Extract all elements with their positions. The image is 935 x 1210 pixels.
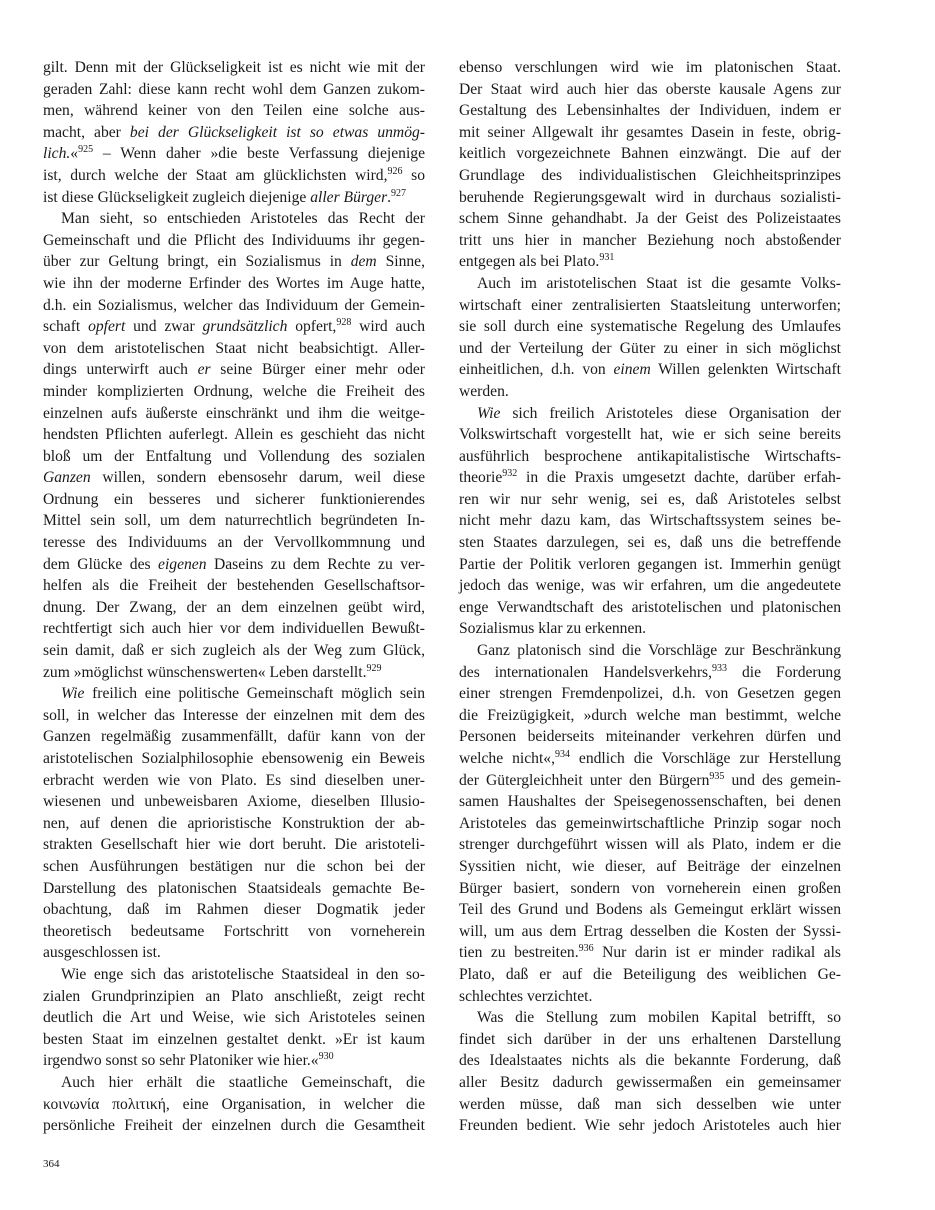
text-segment: « [70, 145, 79, 163]
text-segment: wie ihn der moderne Erfinder des Wortes im Auge hatte, [43, 274, 425, 292]
footnote-marker: 925 [78, 144, 94, 156]
text-segment: Sozialismus klar zu erkennen. [459, 620, 647, 638]
text-segment: Syssitien nicht, wie dieser, auf Beiträge der einzelnen [459, 857, 841, 875]
text-segment: geraden Zahl: diese kann recht wohl dem Ganzen zukom- [43, 80, 425, 98]
text-segment: enge Verwandtschaft des aristotelischen und platonischen [459, 598, 841, 616]
text-segment: helfen als die Freiheit der bestehenden Gesellschaftsor- [43, 577, 425, 595]
text-segment: einzelnen aufs äußerste einschränkt und ihm die weitge- [43, 404, 425, 422]
text-segment: persönliche Freiheit der einzelnen durch die Gesamtheit [43, 1117, 425, 1135]
text-segment: die Freizügigkeit, »durch welche man bestimmt, welche [459, 706, 841, 724]
text-line [43, 359, 425, 381]
text-segment: endlich die Vorschläge zur Herstellung [569, 750, 841, 767]
text-segment: welche nicht«, [459, 750, 555, 767]
text-line [459, 295, 841, 317]
text-segment: wiesenen und unbeweisbaren Axiome, dieselben Illusio- [43, 793, 425, 811]
text-segment: Partie der Politik verloren gegangen ist. Immerhin genügt [459, 555, 841, 573]
text-line [43, 1072, 425, 1094]
text-segment: sein damit, daß er sich zugleich als der Weg zum Glück, [43, 642, 425, 660]
text-segment: tien zu bestreiten. [459, 944, 579, 962]
text-line [459, 921, 841, 943]
text-segment: beruhende Regierungsgewalt wird in durchaus sozialisti- [459, 188, 841, 206]
text-line [459, 770, 841, 792]
text-segment: dings unterwirft auch [43, 361, 198, 379]
text-line [459, 489, 841, 511]
text-segment: seine Bürger einer mehr oder [210, 361, 425, 379]
text-segment: Wie [477, 404, 501, 422]
footnote-marker: 929 [366, 662, 382, 674]
text-segment: Plato, daß er auf die Beteiligung des weiblichen Ge- [459, 965, 841, 983]
text-line [459, 359, 841, 381]
text-line [43, 640, 425, 662]
text-segment: von dem aristotelischen Staat nicht beabsichtigt. Aller- [43, 339, 425, 357]
text-line [459, 662, 841, 684]
text-segment: bei der Glückseligkeit ist so etwas unmög- [129, 123, 425, 141]
text-segment: jedoch das wenige, was wir erfahren, um die angedeutete [459, 577, 841, 595]
text-segment: wirtschaft einer zentralisierten Staatsleitung unterworfen; [459, 296, 841, 314]
text-segment: über zur Geltung bringt, ein Sozialismus in [43, 253, 351, 271]
text-segment: ist diese Glückseligkeit zugleich diejenige [43, 188, 311, 206]
text-line [459, 726, 841, 748]
text-segment: einem [613, 361, 651, 379]
text-segment: dem [350, 253, 377, 271]
text-segment: des Idealstaates nichts als die bekannte Forderung, daß [459, 1052, 841, 1070]
text-line [43, 273, 425, 295]
text-line [43, 834, 425, 856]
text-segment: men, während keiner von den Teilen eine solche aus- [43, 102, 425, 120]
text-segment: aristotelischen Sozialphilosophie ebensowenig ein Beweis [43, 750, 425, 767]
text-line [43, 467, 425, 489]
text-segment: wird auch [351, 318, 425, 336]
text-segment: Aristoteles das gemeinwirtschaftliche Prinzip sogar noch [459, 814, 841, 832]
text-segment: Bürger basiert, sondern von vorneherein einen großen [459, 879, 841, 897]
text-segment: Wie enge sich das aristotelische Staatsideal in den so- [61, 965, 425, 983]
text-line [43, 856, 425, 878]
text-line [459, 748, 841, 770]
text-line [43, 510, 425, 532]
text-line [459, 834, 841, 856]
footnote-marker: 935 [709, 770, 725, 782]
text-segment: Sinne, [376, 253, 425, 271]
text-segment: macht, aber [43, 123, 130, 141]
text-line [459, 618, 841, 640]
text-line [43, 79, 425, 101]
text-line [43, 1050, 425, 1072]
text-line [43, 986, 425, 1008]
text-segment: aller Bürger [310, 188, 388, 206]
text-segment: zum »möglichst wünschenswerten« Leben darstellt. [43, 663, 367, 681]
text-segment: Gestaltung des Lebensinhaltes der Individuen, indem er [459, 102, 841, 120]
text-line [459, 575, 841, 597]
text-segment: sich freilich Aristoteles diese Organisation der [500, 404, 841, 422]
text-line [459, 813, 841, 835]
text-line [459, 1094, 841, 1116]
text-segment: in die Praxis umgesetzt dachte, darüber erfah- [517, 469, 841, 487]
text-line [43, 1029, 425, 1051]
text-line [459, 640, 841, 662]
text-line [459, 986, 841, 1008]
text-segment: theoretisch bedeutsame Fortschritt von vorneherein [43, 922, 425, 940]
text-line [43, 942, 425, 964]
text-segment: findet sich darüber in der uns erhaltenen Darstellung [459, 1030, 841, 1048]
text-segment: Ganzen [43, 469, 91, 487]
text-line [459, 403, 841, 425]
text-segment: werden. [459, 382, 509, 400]
footnote-marker: 930 [318, 1051, 334, 1063]
text-line [43, 554, 425, 576]
footnote-marker: 936 [578, 943, 594, 955]
text-line [43, 143, 425, 165]
text-segment: so [402, 166, 425, 184]
footnote-marker: 931 [599, 252, 615, 264]
text-segment: grundsätzlich [202, 318, 288, 336]
text-segment: nicht mehr dazu kam, das Wirtschaftssystem seines be- [459, 512, 841, 530]
text-segment: Ordnung ein besseres und sicherer funktionierendes [43, 490, 425, 508]
text-segment: Volkswirtschaft vorgestellt hat, wie er sich seine bereits [459, 426, 841, 444]
text-line [43, 791, 425, 813]
text-line [43, 575, 425, 597]
text-line [43, 1007, 425, 1029]
text-segment: ist, durch welche der Staat am glücklichsten wird, [43, 166, 388, 184]
text-line [459, 899, 841, 921]
text-line [43, 446, 425, 468]
text-segment: aller Besitz dadurch gewissermaßen ein gemeinsamer [459, 1073, 841, 1091]
text-segment: und zwar [125, 318, 203, 336]
text-line [459, 122, 841, 144]
page-number: 364 [43, 1158, 60, 1170]
text-line [43, 489, 425, 511]
text-line [459, 57, 841, 79]
text-line [459, 424, 841, 446]
text-line [43, 424, 425, 446]
footnote-marker: 926 [387, 165, 403, 177]
text-segment: lich. [43, 145, 71, 163]
text-line [43, 403, 425, 425]
text-line [43, 683, 425, 705]
text-line [459, 1029, 841, 1051]
text-segment: Wie [61, 685, 85, 703]
text-line [43, 964, 425, 986]
text-segment: opfert, [287, 318, 337, 336]
text-segment: Auch im aristotelischen Staat ist die gesamte Volks- [477, 274, 841, 292]
text-line [43, 726, 425, 748]
text-line [43, 878, 425, 900]
text-line [459, 532, 841, 554]
text-segment: Daseins zu dem Rechte zu ver- [206, 555, 425, 573]
text-line [459, 79, 841, 101]
text-segment: . [387, 188, 392, 206]
text-segment: werden müsse, daß man sich desselben wie unter [459, 1095, 841, 1113]
text-segment: schem Sinne gehandhabt. Ja der Geist des Polizeistaates [459, 210, 841, 228]
text-segment: teresse des Individuums an der Vervollkommnung und [43, 534, 425, 552]
text-segment: strenger durchgeführt wissen will als Plato, indem er die [459, 836, 841, 854]
text-segment: schlechtes verzichtet. [459, 987, 593, 1005]
footnote-marker: 934 [554, 749, 570, 760]
text-segment: Was die Stellung zum mobilen Kapital betrifft, so [477, 1009, 841, 1027]
text-line [43, 230, 425, 252]
text-segment: deutlich die Art und Weise, wie sich Aristoteles seinen [43, 1009, 425, 1027]
text-segment: tritt uns hier in mancher Beziehung noch abstoßender [459, 231, 841, 249]
text-segment: soll, in welcher das Interesse der einzelnen mit dem des [43, 706, 425, 724]
text-segment: sten Staates darzulegen, sei es, daß uns die betreffende [459, 534, 841, 552]
text-segment: freilich eine politische Gemeinschaft möglich sein [84, 685, 425, 703]
text-segment: Willen gelenkten Wirtschaft [650, 361, 841, 379]
text-segment: Der Staat wird auch hier das oberste kausale Agens zur [459, 80, 841, 98]
text-line [43, 122, 425, 144]
text-line [459, 791, 841, 813]
text-line [43, 813, 425, 835]
footnote-marker: 927 [391, 187, 407, 199]
text-segment: ren wir nur sehr wenig, sei es, daß Aristoteles selbst [459, 490, 841, 508]
text-line [459, 273, 841, 295]
text-segment: willen, sondern ebensosehr darum, weil diese [90, 469, 425, 487]
text-line [43, 208, 425, 230]
text-segment: ausgeschlossen ist. [43, 944, 161, 962]
text-segment: einheitlichen, d.h. von [459, 361, 614, 379]
text-segment: ebenso verschlungen wird wie im platonischen Staat. [459, 59, 841, 76]
text-segment: dnung. Der Zwang, der an dem einzelnen geübt wird, [43, 598, 425, 616]
text-segment: κοινωνία πολιτική, eine Organisation, in welcher die [43, 1095, 425, 1113]
text-segment: Gemeinschaft und die Pflicht des Individuums ihr gegen- [43, 231, 425, 249]
text-segment: eigenen [158, 555, 207, 573]
text-line [43, 187, 425, 209]
text-segment: d.h. ein Sozialismus, welcher das Individuum der Gemein- [43, 296, 425, 314]
text-line [43, 251, 425, 273]
text-line [43, 748, 425, 770]
text-segment: Mittel sein soll, um dem naturrechtlich begründeten In- [43, 512, 425, 530]
text-segment: zialen Grundprinzipien an Plato anschließt, zeigt recht [43, 987, 425, 1005]
text-line [459, 1007, 841, 1029]
text-segment: Grundlage des individualistischen Gleichheitsprinzipes [459, 166, 841, 184]
text-segment: gilt. Denn mit der Glückseligkeit ist es nicht wie mit der [43, 59, 425, 76]
text-segment: nen, auf denen die aprioristische Konstruktion der ab- [43, 814, 425, 832]
text-segment: ausführlich besprochene antikapitalistische Wirtschafts- [459, 447, 841, 465]
text-line [43, 1115, 425, 1137]
text-segment: entgegen als bei Plato. [459, 253, 600, 271]
text-segment: erbracht werden wie von Plato. Es sind dieselben uner- [43, 771, 425, 789]
text-line [459, 705, 841, 727]
text-line [459, 165, 841, 187]
text-line [459, 187, 841, 209]
text-line [43, 165, 425, 187]
text-segment: Ganz platonisch sind die Vorschläge zur Beschränkung [477, 642, 841, 660]
text-segment: er [197, 361, 211, 379]
text-line [459, 446, 841, 468]
text-segment: opfert [88, 318, 126, 336]
text-line [459, 510, 841, 532]
text-line [43, 381, 425, 403]
text-segment: einer strengen Fremdenpolizei, d.h. von Gesetzen gegen [459, 685, 841, 703]
text-line [459, 878, 841, 900]
text-line [459, 467, 841, 489]
text-segment: und der Verteilung der Güter zu einer in sich möglichst [459, 339, 841, 357]
text-line [43, 921, 425, 943]
text-segment: hendsten Pflichten auferlegt. Allein es geschieht das nicht [43, 426, 425, 444]
footnote-marker: 933 [712, 662, 727, 674]
text-line [459, 381, 841, 403]
text-segment: rechtfertigt sich auch hier vor dem individuellen Bewußt- [43, 620, 425, 638]
text-segment: dem Glücke des [43, 555, 159, 573]
text-segment: schen Ausführungen bestätigen nur die schon bei der [43, 857, 425, 875]
text-line [459, 597, 841, 619]
text-segment: die Forderung [727, 663, 842, 681]
text-segment: Ganzen regelmäßig zusammenfällt, dafür kann von der [43, 728, 425, 746]
text-line [43, 770, 425, 792]
text-line [43, 899, 425, 921]
text-line [459, 338, 841, 360]
text-line [459, 942, 841, 964]
text-segment: samen Haushaltes der Speisegenossenschaften, bei denen [459, 793, 841, 811]
text-segment: des internationalen Handelsverkehrs, [459, 663, 712, 681]
text-segment: minder komplizierten Ordnung, welche die Freiheit des [43, 382, 425, 400]
text-line [459, 100, 841, 122]
text-segment: keitlich vorgezeichnete Bahnen einzwängt. Die auf der [459, 145, 841, 163]
text-segment: und des gemein- [724, 771, 841, 789]
text-segment: besten Staat im einzelnen gestaltet denkt. »Er ist kaum [43, 1030, 425, 1048]
text-line [43, 295, 425, 317]
left-text-column [43, 57, 425, 1137]
text-segment: mit seiner Allgewalt ihr gesamtes Dasein in feste, obrig- [459, 123, 841, 141]
text-segment: Man sieht, so entschieden Aristoteles das Recht der [61, 210, 425, 228]
text-line [43, 100, 425, 122]
text-line [43, 57, 425, 79]
text-line [459, 316, 841, 338]
text-line [43, 597, 425, 619]
text-segment: Personen beiderseits miteinander verkehren dürfen und [459, 728, 841, 746]
text-segment: will, um aus dem Ertrag desselben die Kosten der Syssi- [459, 922, 841, 940]
text-line [43, 1094, 425, 1116]
footnote-marker: 932 [502, 468, 518, 480]
text-line [459, 1050, 841, 1072]
text-segment: Nur darin ist er minder radikal als [593, 944, 841, 962]
text-line [43, 338, 425, 360]
text-segment: obachtung, daß im Rahmen dieser Dogmatik jeder [43, 901, 425, 919]
text-segment: Darstellung des platonischen Staatsideals gemachte Be- [43, 879, 425, 897]
text-segment: Teil des Grund und Bodens als Gemeingut erklärt wissen [459, 901, 841, 919]
text-segment: Freunden bedient. Wie sehr jedoch Aristoteles auch hier [459, 1117, 841, 1135]
text-line [459, 1115, 841, 1137]
text-line [459, 251, 841, 273]
text-line [459, 208, 841, 230]
text-segment: irgendwo sonst so sehr Platoniker wie hier.« [43, 1052, 319, 1070]
text-line [459, 143, 841, 165]
text-segment: bloß um der Entfaltung und Vollendung des sozialen [43, 447, 425, 465]
text-line [43, 532, 425, 554]
text-line [43, 618, 425, 640]
text-segment: sie soll durch eine systematische Regelung des Umlaufes [459, 318, 841, 336]
text-segment: strakten Gesellschaft hier wie dort beruht. Die aristoteli- [43, 836, 425, 854]
text-segment: der Gütergleichheit unter den Bürgern [459, 771, 710, 789]
text-line [459, 964, 841, 986]
text-line [459, 683, 841, 705]
text-line [459, 856, 841, 878]
footnote-marker: 928 [336, 317, 352, 329]
text-line [43, 316, 425, 338]
text-line [459, 1072, 841, 1094]
text-line [459, 554, 841, 576]
text-line [459, 230, 841, 252]
text-line [43, 705, 425, 727]
text-segment: Auch hier erhält die staatliche Gemeinschaft, die [61, 1073, 425, 1091]
text-segment: – Wenn daher »die beste Verfassung diejenige [93, 145, 425, 163]
text-line [43, 662, 425, 684]
right-text-column [459, 57, 841, 1137]
text-segment: theorie [459, 469, 503, 487]
text-segment: schaft [43, 318, 89, 336]
